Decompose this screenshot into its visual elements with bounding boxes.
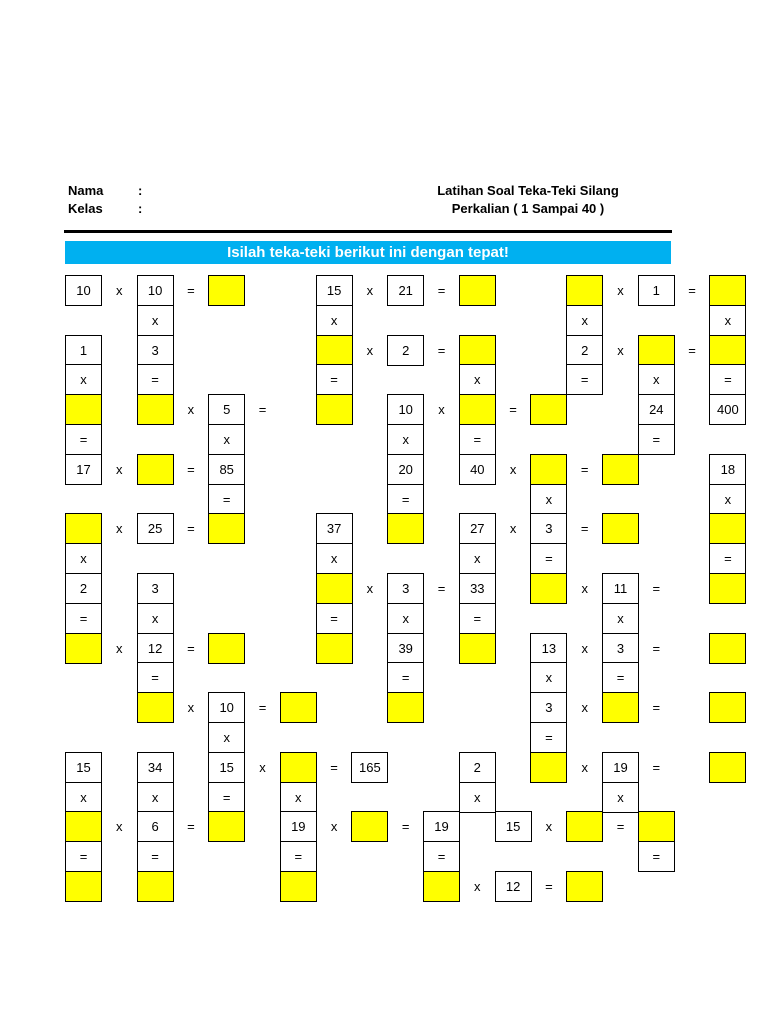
equals-sign: = <box>437 283 446 298</box>
number-cell: 10 <box>387 394 424 425</box>
equals-sign: = <box>187 461 195 477</box>
multiply-sign: x <box>116 640 123 656</box>
number-cell: 33 <box>459 573 496 604</box>
multiply-sign: x <box>137 603 174 634</box>
equals-sign: = <box>316 364 353 395</box>
equals-sign: = <box>208 484 245 515</box>
answer-cell[interactable] <box>709 752 746 783</box>
number-cell: 15 <box>208 752 245 783</box>
equals-sign: = <box>688 283 696 298</box>
number-cell: 1 <box>638 275 675 306</box>
multiply-sign: x <box>366 283 374 298</box>
number-cell: 3 <box>530 513 567 544</box>
number-cell: 2 <box>387 335 424 366</box>
worksheet-title: Latihan Soal Teka-Teki Silang <box>437 183 619 198</box>
multiply-sign: x <box>116 283 123 298</box>
multiply-sign: x <box>366 342 374 358</box>
answer-cell[interactable] <box>280 871 317 902</box>
equals-sign: = <box>65 424 102 455</box>
equals-sign: = <box>137 364 174 395</box>
multiply-sign: x <box>566 305 603 336</box>
equals-sign: = <box>509 402 517 418</box>
equals-sign: = <box>65 603 102 634</box>
multiply-sign: x <box>459 543 496 574</box>
number-cell: 19 <box>280 811 317 842</box>
number-cell: 19 <box>602 752 639 783</box>
answer-cell[interactable] <box>137 871 174 902</box>
nama-label: Nama <box>68 183 104 198</box>
answer-cell[interactable] <box>602 513 639 544</box>
multiply-sign: x <box>474 879 481 894</box>
answer-cell[interactable] <box>709 275 746 306</box>
answer-cell[interactable] <box>423 871 460 902</box>
equals-sign: = <box>258 402 267 418</box>
answer-cell[interactable] <box>602 454 639 485</box>
equals-sign: = <box>401 819 410 835</box>
multiply-sign: x <box>259 759 266 775</box>
answer-cell[interactable] <box>566 871 603 902</box>
equals-sign: = <box>137 841 174 872</box>
header-divider <box>64 230 672 233</box>
equals-sign: = <box>187 640 195 656</box>
kelas-colon: : <box>138 201 143 216</box>
number-cell: 25 <box>137 513 174 544</box>
answer-cell[interactable] <box>459 335 496 366</box>
answer-cell[interactable] <box>709 573 746 604</box>
number-cell: 15 <box>495 811 532 842</box>
number-cell: 2 <box>566 335 603 366</box>
multiply-sign: x <box>316 543 353 574</box>
equals-sign: = <box>437 342 446 358</box>
answer-cell[interactable] <box>316 394 353 425</box>
equals-sign: = <box>602 662 639 693</box>
multiply-sign: x <box>187 402 195 418</box>
answer-cell[interactable] <box>459 275 496 306</box>
multiply-sign: x <box>509 461 517 477</box>
answer-cell[interactable] <box>280 692 317 723</box>
equals-sign: = <box>280 841 317 872</box>
number-cell: 15 <box>65 752 102 783</box>
answer-cell[interactable] <box>638 811 675 842</box>
equals-sign: = <box>387 662 424 693</box>
multiply-sign: x <box>387 424 424 455</box>
multiply-sign: x <box>65 782 102 813</box>
multiply-sign: x <box>617 342 624 358</box>
multiply-sign: x <box>530 662 567 693</box>
number-cell: 10 <box>65 275 102 306</box>
equals-sign: = <box>137 662 174 693</box>
number-cell: 5 <box>208 394 245 425</box>
answer-cell[interactable] <box>316 573 353 604</box>
answer-cell[interactable] <box>566 811 603 842</box>
multiply-sign: x <box>617 283 624 298</box>
multiply-sign: x <box>65 543 102 574</box>
answer-cell[interactable] <box>316 633 353 664</box>
multiply-sign: x <box>316 305 353 336</box>
answer-cell[interactable] <box>709 335 746 366</box>
equals-sign: = <box>187 521 195 537</box>
equals-sign: = <box>652 581 661 596</box>
multiply-sign: x <box>581 759 588 775</box>
number-cell: 2 <box>65 573 102 604</box>
answer-cell[interactable] <box>530 454 567 485</box>
number-cell: 15 <box>316 275 353 306</box>
multiply-sign: x <box>459 364 496 395</box>
number-cell: 165 <box>351 752 388 783</box>
number-cell: 6 <box>137 811 174 842</box>
answer-cell[interactable] <box>65 811 102 842</box>
number-cell: 3 <box>137 335 174 366</box>
equals-sign: = <box>709 543 746 574</box>
kelas-label: Kelas <box>68 201 103 216</box>
instruction-banner: Isilah teka-teki berikut ini dengan tepat! <box>65 241 671 264</box>
answer-cell[interactable] <box>709 633 746 664</box>
multiply-sign: x <box>116 819 123 835</box>
number-cell: 3 <box>387 573 424 604</box>
answer-cell[interactable] <box>709 692 746 723</box>
answer-cell[interactable] <box>602 692 639 723</box>
multiply-sign: x <box>208 424 245 455</box>
equals-sign: = <box>530 722 567 753</box>
multiply-sign: x <box>581 700 588 716</box>
number-cell: 13 <box>530 633 567 664</box>
multiply-sign: x <box>387 603 424 634</box>
equals-sign: = <box>330 759 338 775</box>
answer-cell[interactable] <box>65 513 102 544</box>
answer-cell[interactable] <box>530 573 567 604</box>
equals-sign: = <box>437 581 446 596</box>
number-cell: 3 <box>602 633 639 664</box>
number-cell: 1 <box>65 335 102 366</box>
multiply-sign: x <box>330 819 338 835</box>
answer-cell[interactable] <box>65 871 102 902</box>
number-cell: 40 <box>459 454 496 485</box>
equals-sign: = <box>688 342 696 358</box>
number-cell: 17 <box>65 454 102 485</box>
number-cell: 20 <box>387 454 424 485</box>
answer-cell[interactable] <box>638 335 675 366</box>
number-cell: 34 <box>137 752 174 783</box>
answer-cell[interactable] <box>137 454 174 485</box>
number-cell: 12 <box>137 633 174 664</box>
multiply-sign: x <box>187 700 195 716</box>
equals-sign: = <box>652 700 661 716</box>
equals-sign: = <box>638 841 675 872</box>
multiply-sign: x <box>581 581 588 596</box>
number-cell: 19 <box>423 811 460 842</box>
multiply-sign: x <box>709 305 746 336</box>
number-cell: 10 <box>137 275 174 306</box>
number-cell: 85 <box>208 454 245 485</box>
equals-sign: = <box>638 424 675 455</box>
answer-cell[interactable] <box>208 633 245 664</box>
worksheet-subtitle: Perkalian ( 1 Sampai 40 ) <box>451 201 605 216</box>
answer-cell[interactable] <box>137 394 174 425</box>
answer-cell[interactable] <box>351 811 388 842</box>
multiply-sign: x <box>438 402 445 418</box>
number-cell: 39 <box>387 633 424 664</box>
number-cell: 10 <box>208 692 245 723</box>
number-cell: 12 <box>495 871 532 902</box>
multiply-sign: x <box>137 782 174 813</box>
multiply-sign: x <box>709 484 746 515</box>
equals-sign: = <box>616 819 625 835</box>
nama-colon: : <box>138 183 143 198</box>
equals-sign: = <box>652 759 661 775</box>
answer-cell[interactable] <box>280 752 317 783</box>
equals-sign: = <box>187 819 195 835</box>
equals-sign: = <box>423 841 460 872</box>
equals-sign: = <box>580 521 589 537</box>
multiply-sign: x <box>137 305 174 336</box>
multiply-sign: x <box>602 603 639 634</box>
answer-cell[interactable] <box>566 275 603 306</box>
number-cell: 2 <box>459 752 496 783</box>
number-cell: 24 <box>638 394 675 425</box>
answer-cell[interactable] <box>709 513 746 544</box>
equals-sign: = <box>459 603 496 634</box>
answer-cell[interactable] <box>65 633 102 664</box>
answer-cell[interactable] <box>387 692 424 723</box>
answer-cell[interactable] <box>459 394 496 425</box>
crossword-grid <box>65 275 739 905</box>
multiply-sign: x <box>581 640 588 656</box>
multiply-sign: x <box>116 461 123 477</box>
multiply-sign: x <box>280 782 317 813</box>
equals-sign: = <box>208 782 245 813</box>
multiply-sign: x <box>65 364 102 395</box>
answer-cell[interactable] <box>208 513 245 544</box>
number-cell: 37 <box>316 513 353 544</box>
equals-sign: = <box>530 543 567 574</box>
number-cell: 11 <box>602 573 639 604</box>
equals-sign: = <box>316 603 353 634</box>
number-cell: 3 <box>530 692 567 723</box>
multiply-sign: x <box>116 521 123 537</box>
number-cell: 3 <box>137 573 174 604</box>
answer-cell[interactable] <box>208 275 245 306</box>
multiply-sign: x <box>530 484 567 515</box>
answer-cell[interactable] <box>530 394 567 425</box>
number-cell: 27 <box>459 513 496 544</box>
equals-sign: = <box>459 424 496 455</box>
answer-cell[interactable] <box>387 513 424 544</box>
answer-cell[interactable] <box>208 811 245 842</box>
number-cell: 400 <box>709 394 746 425</box>
multiply-sign: x <box>602 782 639 813</box>
equals-sign: = <box>187 283 195 298</box>
multiply-sign: x <box>366 581 374 596</box>
answer-cell[interactable] <box>137 692 174 723</box>
answer-cell[interactable] <box>459 633 496 664</box>
multiply-sign: x <box>459 782 496 813</box>
answer-cell[interactable] <box>65 394 102 425</box>
multiply-sign: x <box>509 521 517 537</box>
equals-sign: = <box>65 841 102 872</box>
multiply-sign: x <box>545 819 553 835</box>
equals-sign: = <box>566 364 603 395</box>
multiply-sign: x <box>208 722 245 753</box>
equals-sign: = <box>580 461 589 477</box>
answer-cell[interactable] <box>316 335 353 366</box>
equals-sign: = <box>652 640 661 656</box>
equals-sign: = <box>709 364 746 395</box>
equals-sign: = <box>387 484 424 515</box>
equals-sign: = <box>258 700 267 716</box>
multiply-sign: x <box>638 364 675 395</box>
number-cell: 18 <box>709 454 746 485</box>
equals-sign: = <box>545 879 553 894</box>
number-cell: 21 <box>387 275 424 306</box>
answer-cell[interactable] <box>530 752 567 783</box>
